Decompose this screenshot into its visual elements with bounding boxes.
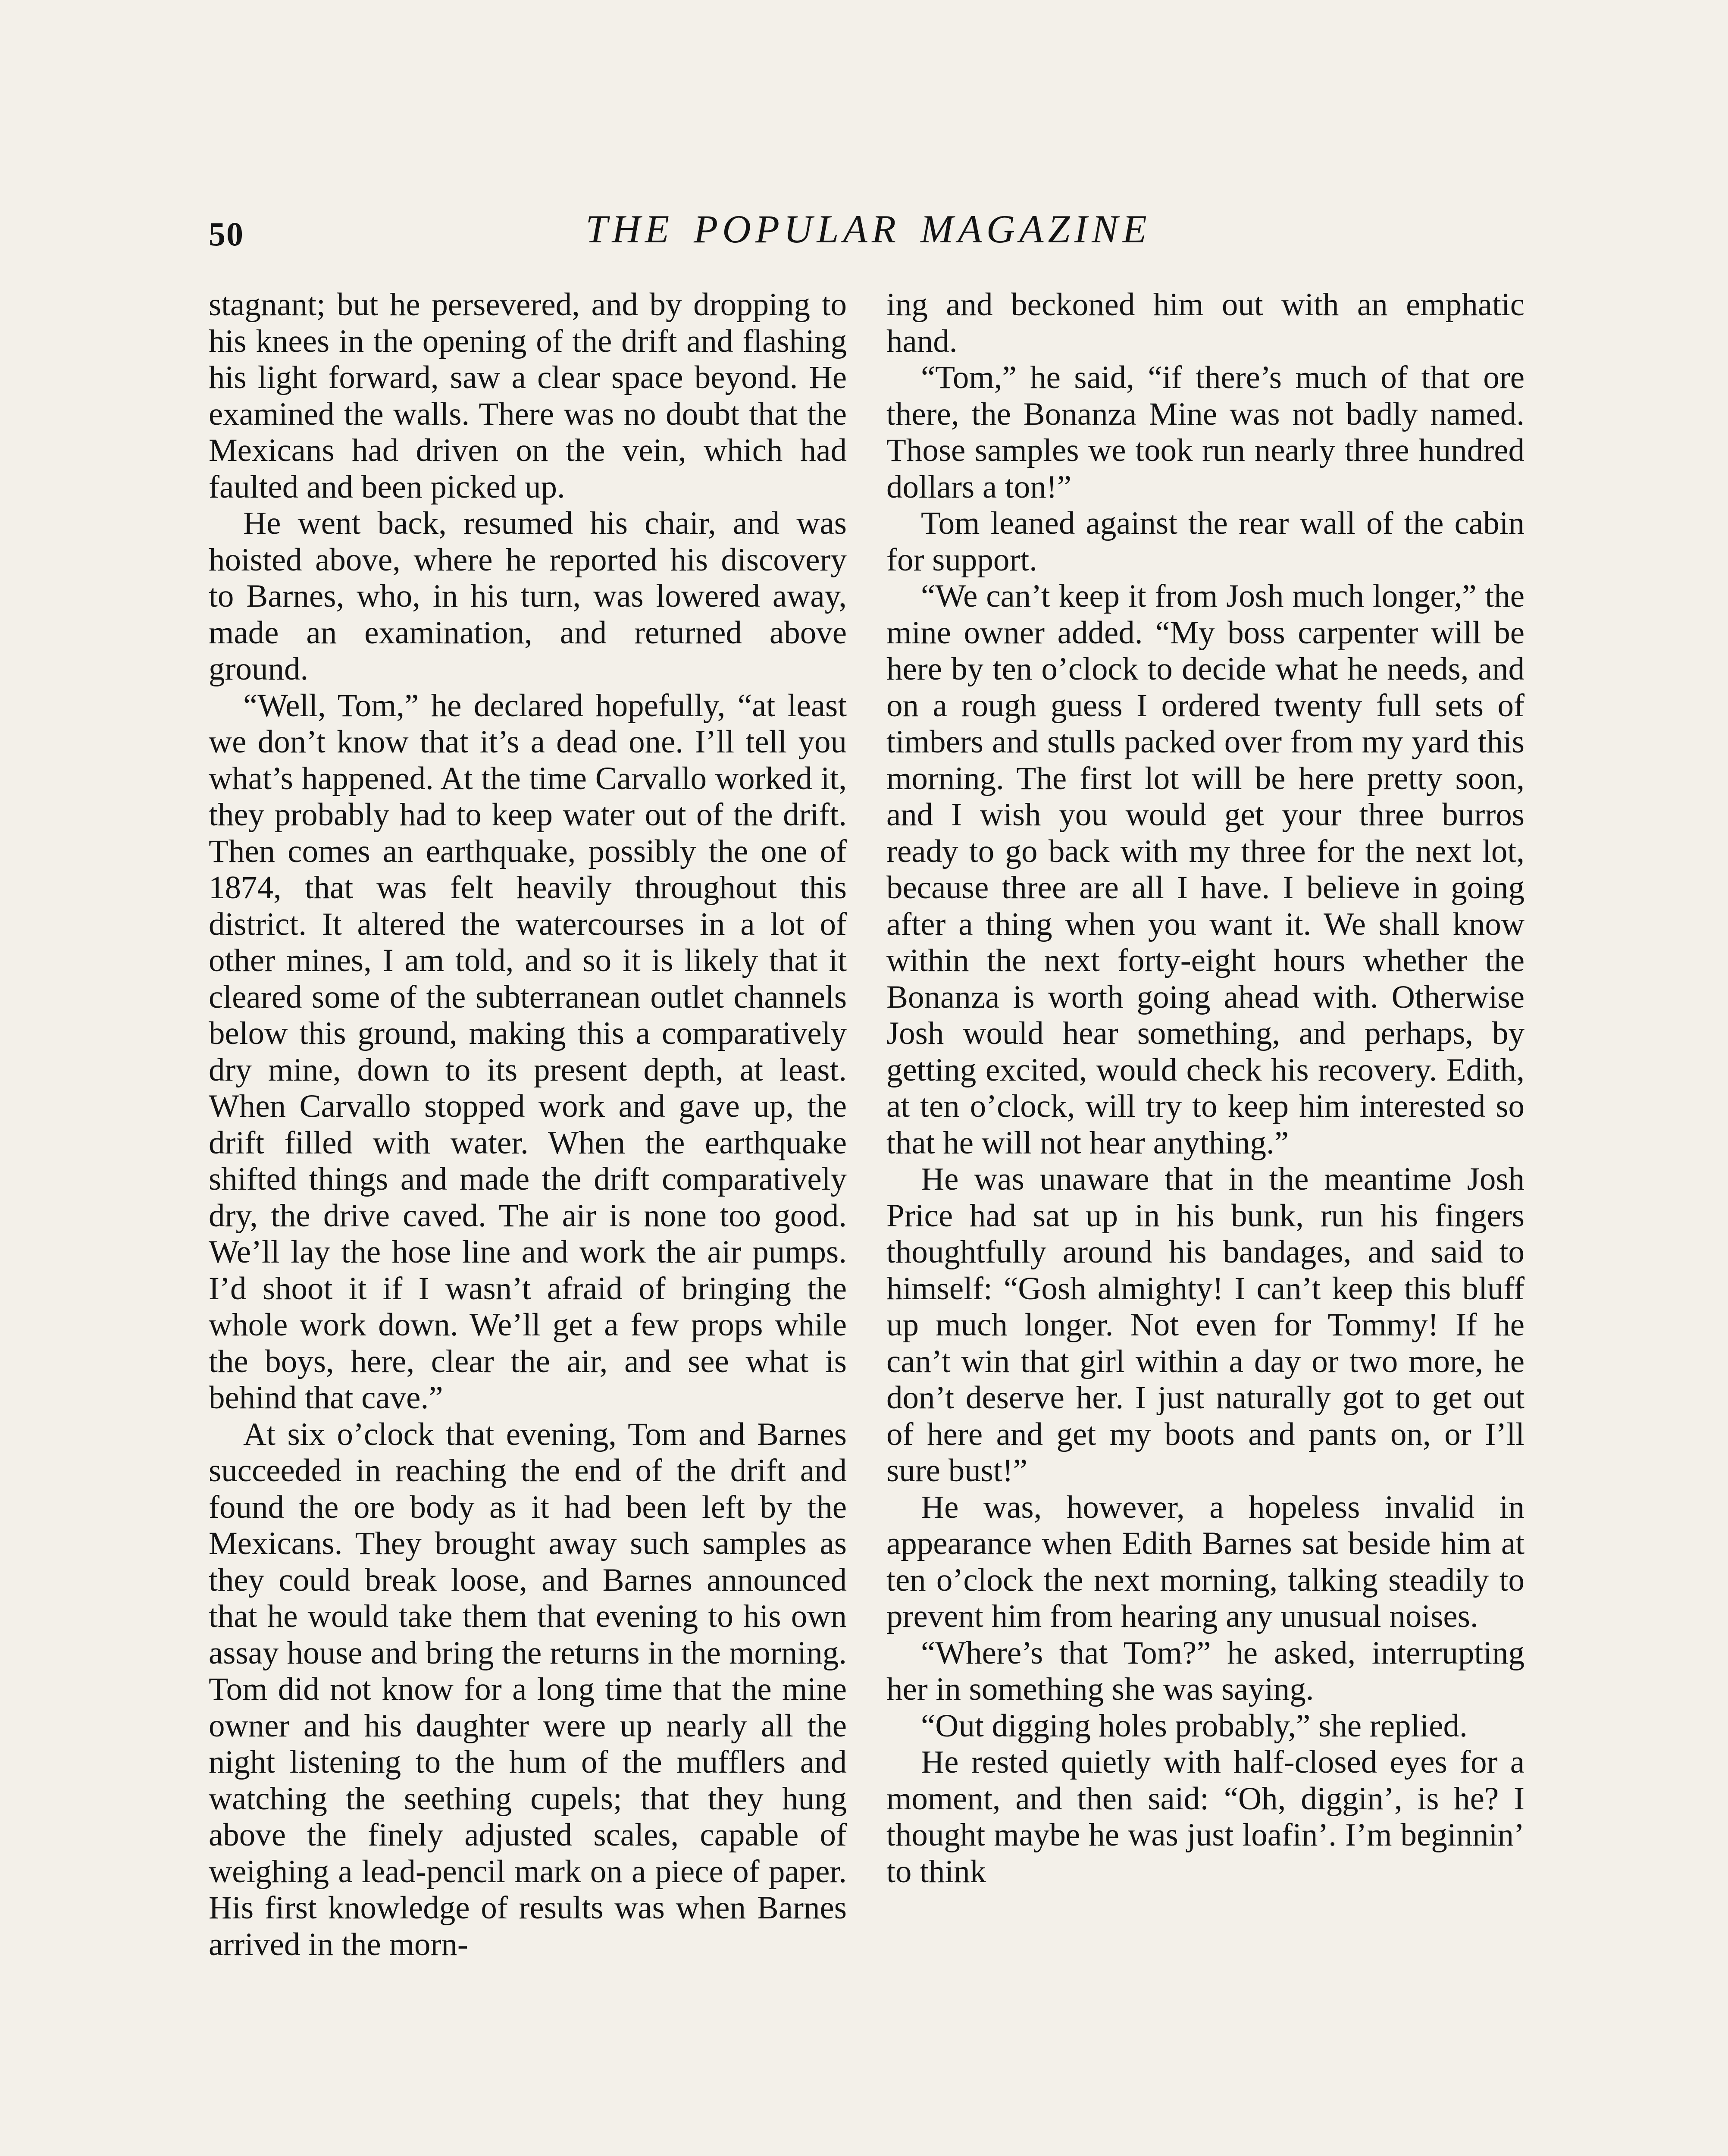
paragraph: “Tom,” he said, “if there’s much of that ore there, the Bonanza Mine was not badly named. Those samples we took run nearly three hundred dollars a ton!” xyxy=(886,360,1525,505)
right-column xyxy=(886,287,1525,1890)
paragraph: Tom leaned against the rear wall of the cabin for support. xyxy=(886,505,1525,578)
running-head: THE POPULAR MAGAZINE xyxy=(585,207,1151,251)
paragraph: ing and beckoned him out with an emphatic hand. xyxy=(886,287,1525,359)
paragraph: He was, however, a hopeless invalid in appearance when Edith Barnes sat beside him at ten o’clock the next morning, talking steadily to prevent him from hearing any unusual noises. xyxy=(886,1489,1525,1634)
paragraph: “Where’s that Tom?” he asked, interrupting her in something she was saying. xyxy=(886,1635,1525,1707)
paragraph: “Well, Tom,” he declared hopefully, “at least we don’t know that it’s a dead one. I’ll tell you what’s happened. At the time Carvallo worked it, they probably had to keep water out of the drift. Then comes an earthquake, possibly the one of 1874, that was felt heavily throughout this district. It altered the watercourses in a lot of other mines, I am told, and so it is likely that it cleared some of the subterranean outlet channels below this ground, making this a comparatively dry mine, down to its present depth, at least. When Carvallo stopped work and gave up, the drift filled with water. When the earthquake shifted things and made the drift comparatively dry, the drive caved. The air is none too good. We’ll lay the hose line and work the air pumps. I’d shoot it if I wasn’t afraid of bringing the whole work down. We’ll get a few props while the boys, here, clear the air, and see what is behind that cave.” xyxy=(209,687,847,1416)
left-column xyxy=(209,287,847,1963)
paragraph: “We can’t keep it from Josh much longer,” the mine owner added. “My boss carpenter will be here by ten o’clock to decide what he needs, and on a rough guess I ordered twenty full sets of timbers and stulls packed over from my yard this morning. The first lot will be here pretty soon, and I wish you would get your three burros ready to go back with my three for the next lot, because three are all I have. I believe in going after a thing when you want it. We shall know within the next forty-eight hours whether the Bonanza is worth going ahead with. Otherwise Josh would hear something, and perhaps, by getting excited, would check his recovery. Edith, at ten o’clock, will try to keep him interested so that he will not hear anything.” xyxy=(886,578,1525,1161)
page-header xyxy=(209,206,1528,258)
paragraph: “Out digging holes probably,” she replied. xyxy=(921,1708,1468,1744)
paragraph: stagnant; but he persevered, and by dropping to his knees in the opening of the drift and flashing his light forward, saw a clear space beyond. He examined the walls. There was no doubt that the Mexicans had driven on the vein, which had faulted and been picked up. xyxy=(209,287,847,505)
paragraph: He went back, resumed his chair, and was hoisted above, where he reported his discovery to Barnes, who, in his turn, was lowered away, made an examination, and returned above ground. xyxy=(209,505,847,687)
paragraph: He was unaware that in the meantime Josh Price had sat up in his bunk, run his fingers thoughtfully around his bandages, and said to himself: “Gosh almighty! I can’t keep this bluff up much longer. Not even for Tommy! If he can’t win that girl within a day or two more, he don’t deserve her. I just naturally got to get out of here and get my boots and pants on, or I’ll sure bust!” xyxy=(886,1161,1525,1489)
paragraph: He rested quietly with half-closed eyes for a moment, and then said: “Oh, diggin’, is he? I thought maybe he was just loafin’. I’m beginnin’ to think xyxy=(886,1744,1525,1890)
paragraph: At six o’clock that evening, Tom and Barnes succeeded in reaching the end of the drift and found the ore body as it had been left by the Mexicans. They brought away such samples as they could break loose, and Barnes announced that he would take them that evening to his own assay house and bring the returns in the morning. Tom did not know for a long time that the mine owner and his daughter were up nearly all the night listening to the hum of the mufflers and watching the seething cupels; that they hung above the finely adjusted scales, capable of weighing a lead-pencil mark on a piece of paper. His first knowledge of results was when Barnes arrived in the morn- xyxy=(209,1416,847,1962)
page-number: 50 xyxy=(209,215,244,253)
